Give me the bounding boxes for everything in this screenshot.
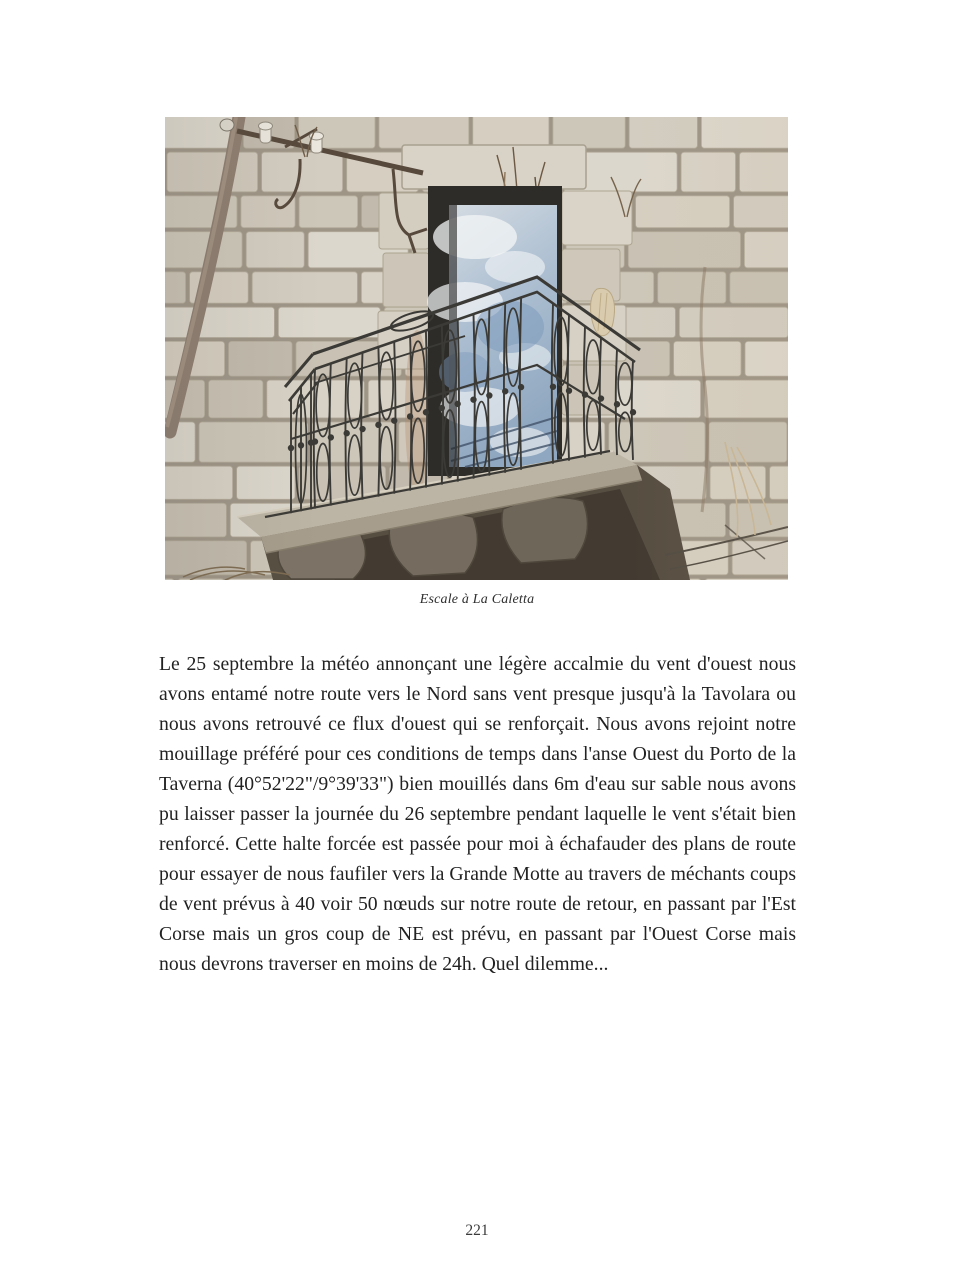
photo-caption: Escale à La Caletta <box>419 592 535 607</box>
balcony-photo <box>165 117 788 580</box>
page-number: 221 <box>465 1222 489 1239</box>
photo-escale-la-caletta <box>165 117 788 580</box>
photo-vignette <box>165 117 788 580</box>
body-paragraph: Le 25 septembre la météo annonçant une légère accalmie du vent d'ouest nous avons entamé notre route vers le Nord sans vent presque jusqu'à la Tavolara ou nous avons retrouvé ce flux d'ouest qui se renforçait. Nous avons rejoint notre mouillage préféré pour ces conditions de temps dans l'anse Ouest du Porto de la Taverna (40°52'22"/9°39'33") bien mouillés dans 6m d'eau sur sable nous avons pu laisser passer la journée du 26 septembre pendant laquelle le vent s'était bien renforcé. Cette halte forcée est passée pour moi à échafauder des plans de route pour essayer de nous faufiler vers la Grande Motte au travers de méchants coups de vent prévus à 40 voir 50 nœuds sur notre route de retour, en passant par l'Est Corse mais un gros coup de NE est prévu, en passant par l'Ouest Corse mais nous devrons traverser en moins de 24h. Quel dilemme... <box>159 653 796 975</box>
